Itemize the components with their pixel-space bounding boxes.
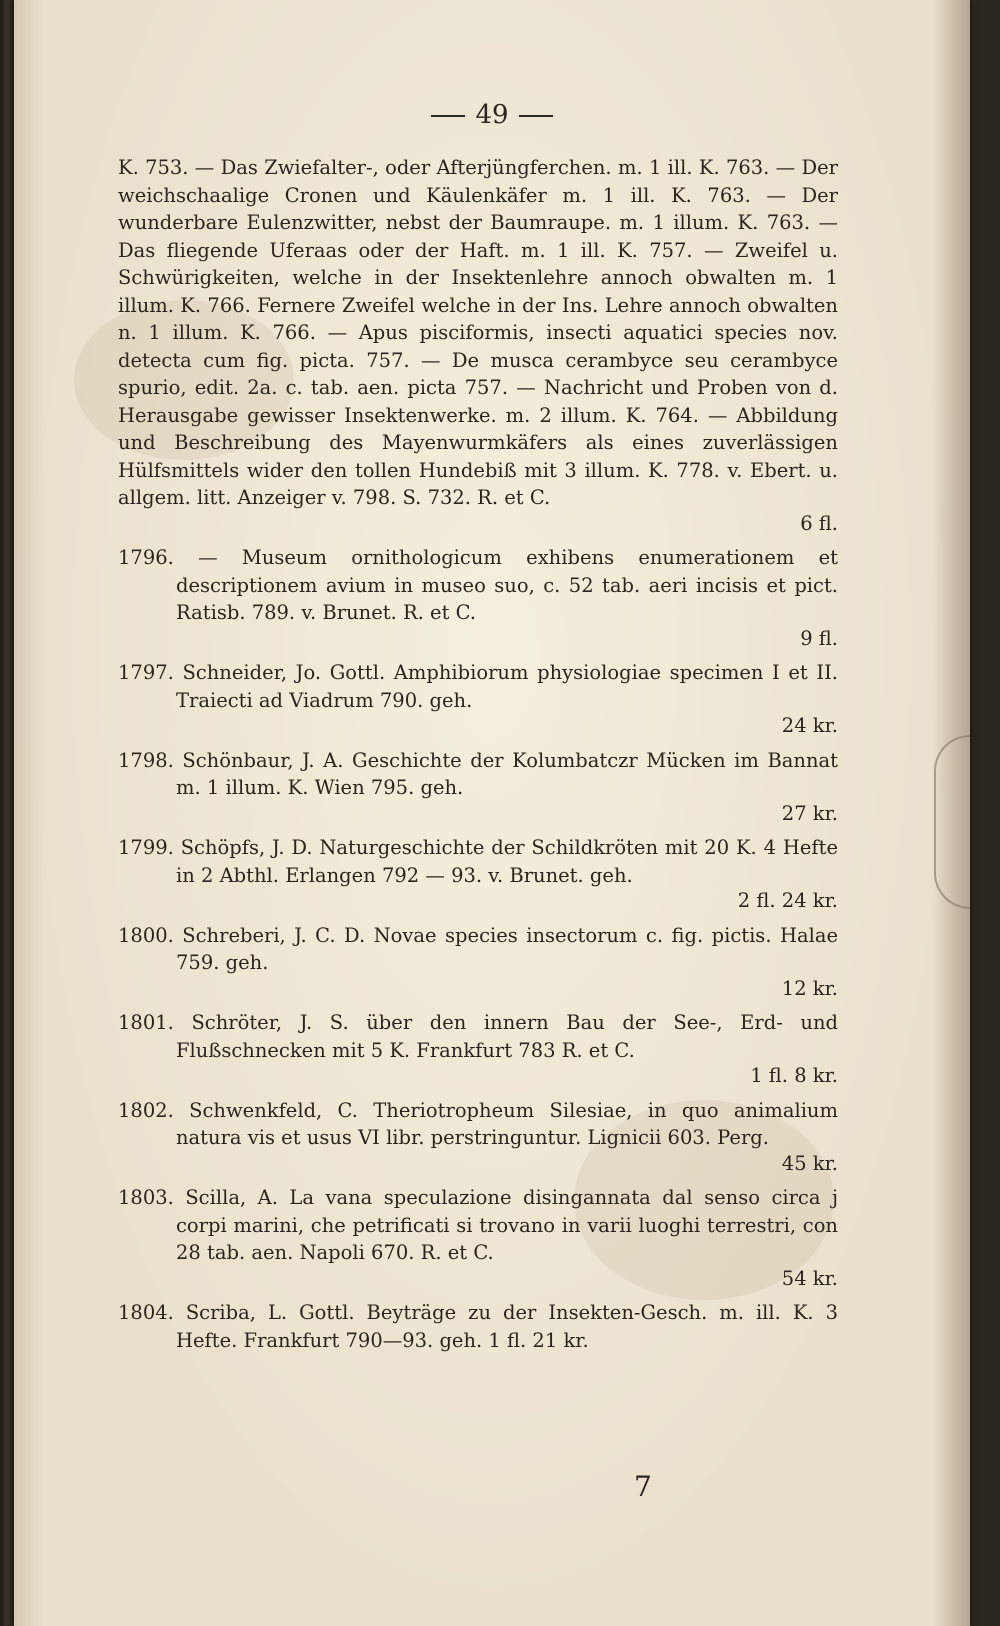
entry-1801 xyxy=(118,1009,838,1090)
entry-text: — Museum ornithologicum exhibens enumerationem et descriptionem avium in museo suo, c. 52 tab. aeri incisis et pict. Ratisb. 789. v. Brunet. R. et C. xyxy=(176,546,839,624)
entry-number: 1798. xyxy=(118,748,174,772)
entry-price: 6 fl. xyxy=(800,511,838,535)
entry-price: 9 fl. xyxy=(800,626,838,650)
entry-price: 54 kr. xyxy=(781,1266,838,1290)
entry-number: 1803. xyxy=(118,1186,174,1209)
entry-price: 27 kr. xyxy=(781,801,838,825)
catalog-text xyxy=(118,154,838,1361)
entry-number: 1797. xyxy=(118,661,174,684)
entry-price: 1 fl. 8 kr. xyxy=(750,1064,838,1087)
entry-price: 45 kr. xyxy=(781,1151,838,1175)
entry-number: 1801. xyxy=(118,1011,174,1034)
header-dash xyxy=(519,115,553,117)
entry-1804 xyxy=(118,1299,838,1354)
entry-1800 xyxy=(118,922,838,1003)
entry-1797 xyxy=(118,659,838,740)
entry-number: 1804. xyxy=(118,1301,174,1324)
entry-1803 xyxy=(118,1184,838,1292)
page-header xyxy=(14,100,970,130)
entry-number: 1802. xyxy=(118,1098,174,1122)
entry-number: 1799. xyxy=(118,836,174,859)
entry-number: 1796. xyxy=(118,546,174,569)
page-number: 49 xyxy=(475,100,509,130)
entry-price: 2 fl. 24 kr. xyxy=(737,889,838,912)
entry-1796 xyxy=(118,544,838,652)
entry-text: Schreberi, J. C. D. Novae species insectorum c. fig. pictis. Halae 759. geh. xyxy=(176,923,838,974)
entry-continued xyxy=(118,154,838,537)
entry-price: 12 kr. xyxy=(781,976,838,1000)
entry-text: Scriba, L. Gottl. Beyträge zu der Insekten-Gesch. m. ill. K. 3 Hefte. Frankfurt 790—93. geh. 1 fl. 21 kr. xyxy=(176,1301,839,1352)
entry-text: Schönbaur, J. A. Geschichte der Kolumbatczr Mücken im Bannat m. 1 illum. K. Wien 795. geh. xyxy=(176,748,839,799)
entry-text: Schneider, Jo. Gottl. Amphibiorum physiologiae specimen I et II. Traiecti ad Viadrum 790. geh. xyxy=(176,661,838,712)
page-clip-mark xyxy=(934,735,970,909)
entry-text: K. 753. — Das Zwiefalter-, oder Afterjüngferchen. m. 1 ill. K. 763. — Der weichschaalige Cronen und Käulenkäfer m. 1 ill. K. 763. — Der wunderbare Eulenzwitter, nebst der Baumraupe. m. 1 illum. K. 763. — Das fliegende Uferaas oder der Haft. m. 1 ill. K. 757. — Zweifel u. Schwürigkeiten, welche in der Insektenlehre annoch obwalten m. 1 illum. K. 766. Fernere Zweifel welche in der Ins. Lehre annoch obwalten n. 1 illum. K. 766. — Apus pisciformis, insecti aquatici species nov. detecta cum fig. picta. 757. — De musca cerambyce seu cerambyce spurio, edit. 2a. c. tab. aen. picta 757. — Nachricht und Proben von d. Herausgabe gewisser Insektenwerke. m. 2 illum. K. 764. — Abbildung und Beschreibung des Mayenwurmkäfers als eines zuverlässigen Hülfsmittels wider den tollen Hundebiß mit 3 illum. K. 778. v. Ebert. u. allgem. litt. Anzeiger v. 798. S. 732. R. et C. xyxy=(118,156,838,509)
header-dash xyxy=(431,115,465,117)
book-page xyxy=(14,0,970,1626)
entry-text: Schwenkfeld, C. Theriotropheum Silesiae, in quo animalium natura vis et usus VI libr. perstringuntur. Lignicii 603. Perg. xyxy=(176,1098,838,1149)
entry-1802 xyxy=(118,1097,838,1178)
entry-1798 xyxy=(118,747,838,828)
entry-text: Scilla, A. La vana speculazione disingannata dal senso circa j corpi marini, che petrificati si trovano in varii luoghi terrestri, con 28 tab. aen. Napoli 670. R. et C. xyxy=(176,1186,839,1264)
printer-signature: 7 xyxy=(634,1470,652,1503)
entry-number: 1800. xyxy=(118,923,174,947)
entry-text: Schöpfs, J. D. Naturgeschichte der Schildkröten mit 20 K. 4 Hefte in 2 Abthl. Erlangen 792 — 93. v. Brunet. geh. xyxy=(176,836,838,887)
entry-text: Schröter, J. S. über den innern Bau der See-, Erd- und Flußschnecken mit 5 K. Frankfurt 783 R. et C. xyxy=(176,1011,839,1062)
entry-price: 24 kr. xyxy=(781,714,838,737)
entry-1799 xyxy=(118,834,838,915)
